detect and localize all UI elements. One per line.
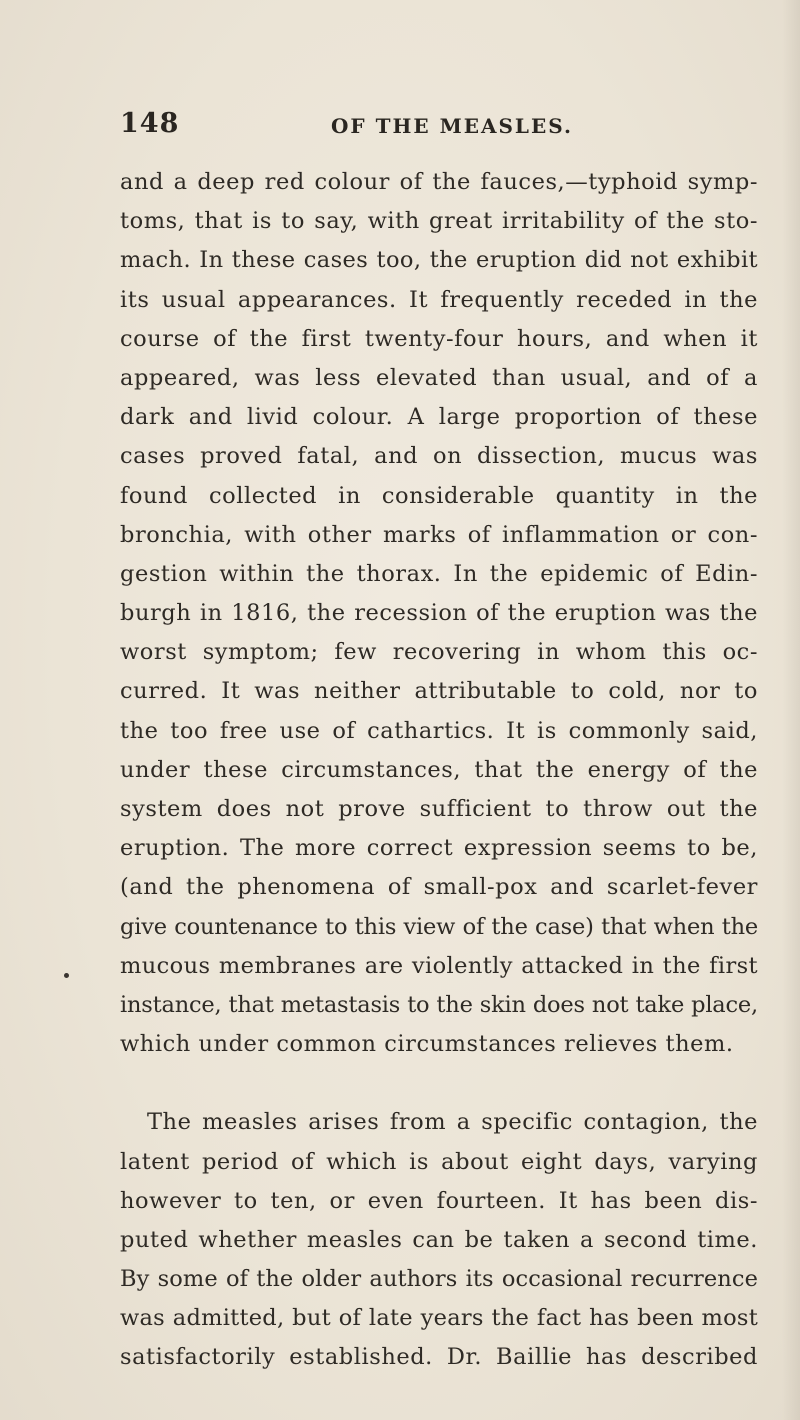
running-head: OF THE MEASLES. — [331, 114, 573, 138]
ink-speck — [64, 973, 69, 978]
text-line: burgh in 1816, the recession of the eruption was the — [120, 600, 758, 627]
body-text — [120, 163, 758, 1378]
text-line: and a deep red colour of the fauces,—typhoid symp- — [120, 169, 758, 195]
text-line: satisfactorily established. Dr. Baillie has described — [120, 1344, 758, 1371]
text-line: dark and livid colour. A large proportion of these — [120, 404, 758, 431]
text-line: bronchia, with other marks of inflammation or con- — [120, 521, 758, 548]
paragraph-2 — [120, 1103, 758, 1377]
page-number: 148 — [120, 108, 180, 139]
text-line: curred. It was neither attributable to cold, nor to — [120, 678, 758, 705]
text-line: eruption. The more correct expression seems to be, — [120, 835, 758, 862]
text-line: gestion within the thorax. In the epidemic of Edin- — [120, 560, 758, 587]
text-line: mucous membranes are violently attacked in the first — [120, 952, 758, 979]
text-line: under these circumstances, that the energy of the — [120, 756, 758, 783]
text-line: cases proved fatal, and on dissection, mucus was — [120, 443, 758, 470]
text-line: give countenance to this view of the case) that when the — [120, 913, 758, 940]
text-line: mach. In these cases too, the eruption did not exhibit — [120, 247, 758, 274]
page-header — [120, 108, 760, 148]
paragraph-spacer — [120, 1064, 758, 1103]
text-line: instance, that metastasis to the skin does not take place, — [120, 991, 758, 1018]
text-line: however to ten, or even fourteen. It has been dis- — [120, 1187, 758, 1214]
text-line: appeared, was less elevated than usual, and of a — [120, 364, 758, 391]
text-line: found collected in considerable quantity in the — [120, 482, 758, 509]
text-line: course of the first twenty-four hours, and when it — [120, 325, 758, 352]
text-line: worst symptom; few recovering in whom this oc- — [120, 639, 758, 666]
text-line: (and the phenomena of small-pox and scarlet-fever — [120, 874, 758, 901]
text-line: the too free use of cathartics. It is commonly said, — [120, 717, 758, 744]
text-line: By some of the older authors its occasional recurrence — [120, 1266, 758, 1293]
text-line: toms, that is to say, with great irritability of the sto- — [120, 208, 758, 235]
page-edge-shadow — [782, 0, 800, 1420]
paragraph-1 — [120, 163, 758, 1064]
text-line: The measles arises from a specific contagion, the — [147, 1109, 758, 1136]
text-line: which under common circumstances relieves them. — [120, 1031, 734, 1058]
text-line: latent period of which is about eight days, varying — [120, 1148, 758, 1175]
text-line: was admitted, but of late years the fact has been most — [120, 1305, 758, 1332]
text-line: puted whether measles can be taken a second time. — [120, 1226, 758, 1253]
text-line: its usual appearances. It frequently receded in the — [120, 286, 758, 313]
text-line: system does not prove sufficient to throw out the — [120, 796, 758, 822]
